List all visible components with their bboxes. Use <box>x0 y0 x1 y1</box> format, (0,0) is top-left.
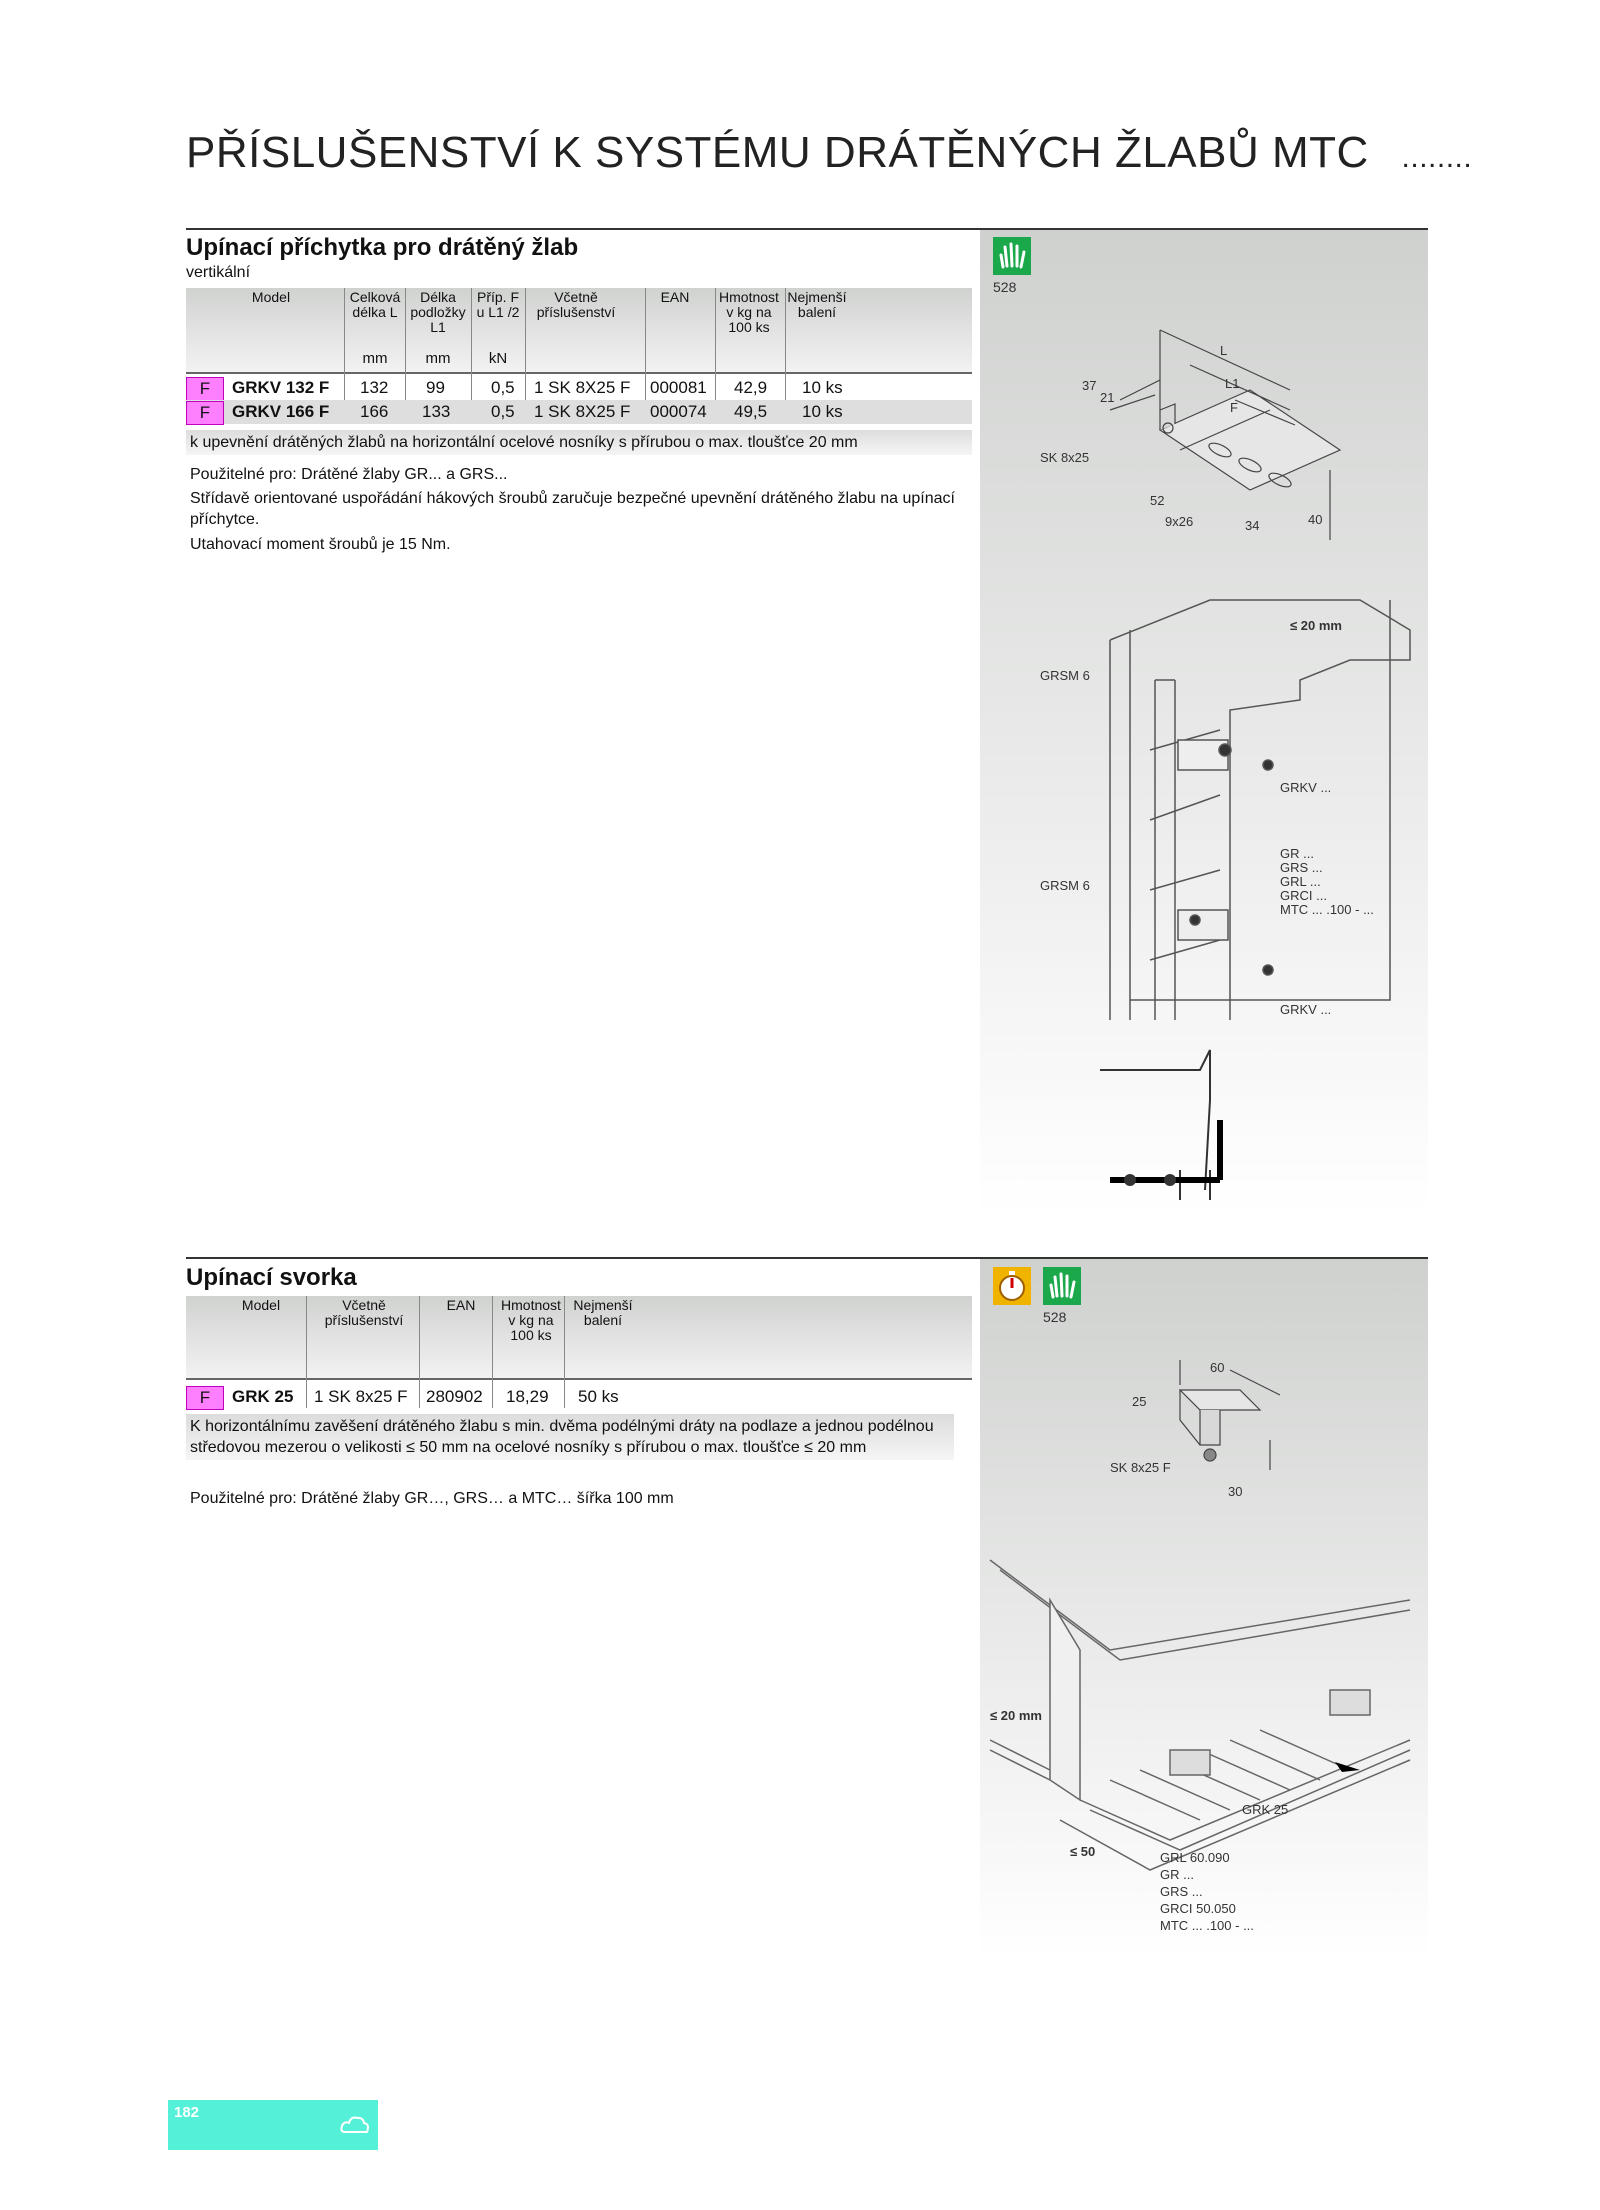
dim-37: 37 <box>1082 378 1097 393</box>
label-list-2: GRL ... <box>1280 874 1321 889</box>
stopwatch-icon <box>993 1267 1031 1305</box>
th-weight: Hmotnost v kg na 100 ks <box>719 289 779 335</box>
label-grsm-bottom: GRSM 6 <box>1040 878 1090 893</box>
th-model: Model <box>251 289 291 305</box>
title-dots: ........ <box>1401 141 1473 174</box>
grk-installation-drawing <box>990 1540 1410 1960</box>
th-pack: Nejmenší balení <box>573 1297 633 1328</box>
label-max-flange: ≤ 20 mm <box>1290 618 1342 633</box>
dim-9x26: 9x26 <box>1165 514 1194 529</box>
unit-pad-length: mm <box>425 350 451 367</box>
section1-usage: Použitelné pro: Drátěné žlaby GR... a GRS... <box>190 466 508 483</box>
cell-weight: 49,5 <box>734 402 768 421</box>
label-list-3: GRCI ... <box>1280 888 1327 903</box>
dim-25: 25 <box>1132 1394 1147 1409</box>
cell-accessories: 1 SK 8x25 F <box>314 1387 408 1406</box>
dim-21: 21 <box>1100 390 1115 405</box>
dim-F: F <box>1230 400 1238 415</box>
cloud-icon <box>340 2112 370 2136</box>
cell-ean: 000074 <box>650 402 707 421</box>
label-list-2: GRS ... <box>1160 1884 1203 1899</box>
table-row <box>186 1385 972 1409</box>
section2-note: K horizontálnímu zavěšení drátěného žlabu s min. dvěma podélnými dráty na podlaze a jednou podélnou středovou mezerou o velikosti ≤ 50 mm na ocelové nosníky s přírubou o max. tloušťce ≤ 20 mm <box>186 1414 954 1460</box>
cell-model: GRKV 166 F <box>232 402 330 421</box>
cell-pack: 10 ks <box>802 402 843 421</box>
th-ean: EAN <box>660 289 690 305</box>
cell-length: 132 <box>360 378 389 397</box>
label-max-flange: ≤ 20 mm <box>990 1708 1042 1723</box>
cell-pad-length: 99 <box>426 378 445 397</box>
section1-note: k upevnění drátěných žlabů na horizontální ocelové nosníky s přírubou o max. tloušťce 20 mm <box>186 430 972 455</box>
grkv-section-view <box>1100 1030 1280 1210</box>
grkv-installation-drawing <box>1040 580 1410 1020</box>
cell-model: GRKV 132 F <box>232 378 330 397</box>
cell-accessories: 1 SK 8X25 F <box>534 402 631 421</box>
th-load: Příp. F u L1 /2 <box>476 289 520 320</box>
label-sk: SK 8x25 F <box>1110 1460 1171 1475</box>
label-sk: SK 8x25 <box>1040 450 1090 465</box>
f-badge: F <box>186 1386 224 1410</box>
label-list-3: GRCI 50.050 <box>1160 1901 1236 1916</box>
cell-length: 166 <box>360 402 389 421</box>
th-length: Celková délka L <box>349 289 401 320</box>
cell-weight: 42,9 <box>734 378 768 397</box>
page-title: PŘÍSLUŠENSTVÍ K SYSTÉMU DRÁTĚNÝCH ŽLABŮ MTC ........ <box>186 128 1473 177</box>
th-ean: EAN <box>446 1297 476 1313</box>
label-grkv-bottom: GRKV ... <box>1280 1002 1332 1017</box>
cell-pad-length: 133 <box>422 402 451 421</box>
grkv-technical-drawing <box>1040 300 1370 570</box>
page-footer <box>168 2100 378 2150</box>
th-accessories: Včetně příslušenství <box>324 1297 404 1328</box>
grk-technical-drawing <box>1110 1350 1310 1520</box>
section2-usage: Použitelné pro: Drátěné žlaby GR…, GRS… a MTC… šířka 100 mm <box>190 1490 674 1507</box>
f-badge: F <box>186 401 224 425</box>
unit-length: mm <box>362 350 388 367</box>
section1-table-header <box>186 288 972 374</box>
section1-subtitle: vertikální <box>186 264 251 281</box>
label-list-4: MTC ... .100 - ... <box>1280 902 1374 917</box>
cell-ean: 000081 <box>650 378 707 397</box>
unit-load: kN <box>488 350 508 367</box>
dim-30: 30 <box>1228 1484 1243 1499</box>
cell-accessories: 1 SK 8X25 F <box>534 378 631 397</box>
dim-34: 34 <box>1245 518 1260 533</box>
cell-load: 0,5 <box>491 378 515 397</box>
th-accessories: Včetně příslušenství <box>536 289 616 320</box>
f-badge: F <box>186 377 224 401</box>
section1-title: Upínací příchytka pro drátěný žlab <box>186 234 579 261</box>
dim-L: L <box>1220 343 1228 358</box>
dim-40: 40 <box>1308 512 1323 527</box>
glove-icon <box>993 237 1031 275</box>
cell-load: 0,5 <box>491 402 515 421</box>
label-list-0: GR ... <box>1280 846 1314 861</box>
label-grsm-top: GRSM 6 <box>1040 668 1090 683</box>
section2-title: Upínací svorka <box>186 1264 357 1291</box>
dim-52: 52 <box>1150 493 1165 508</box>
section1-torque: Utahovací moment šroubů je 15 Nm. <box>190 536 451 553</box>
section2-table-header <box>186 1296 972 1380</box>
th-pad-length: Délka podložky L1 <box>410 289 466 335</box>
icon-code: 528 <box>993 279 1017 295</box>
label-grk: GRK 25 <box>1242 1802 1289 1817</box>
th-weight: Hmotnost v kg na 100 ks <box>501 1297 561 1343</box>
label-list-1: GRS ... <box>1280 860 1323 875</box>
th-pack: Nejmenší balení <box>787 289 847 320</box>
th-model: Model <box>241 1297 281 1313</box>
table-row <box>186 400 972 424</box>
cell-model: GRK 25 <box>232 1387 294 1406</box>
cell-pack: 10 ks <box>802 378 843 397</box>
dim-L1: L1 <box>1225 376 1240 391</box>
table-row <box>186 376 972 400</box>
label-list-0: GRL 60.090 <box>1160 1850 1230 1865</box>
cell-ean: 280902 <box>426 1387 483 1406</box>
cell-pack: 50 ks <box>578 1387 619 1406</box>
dim-60: 60 <box>1210 1360 1225 1375</box>
icon-code: 528 <box>1043 1309 1067 1325</box>
cell-weight: 18,29 <box>506 1387 549 1406</box>
section1-description: Střídavě orientované uspořádání hákových šroubů zaručuje bezpečné upevnění drátěného žlabu na upínací příchytce. <box>190 490 955 528</box>
label-grkv-top: GRKV ... <box>1280 780 1332 795</box>
glove-icon <box>1043 1267 1081 1305</box>
label-list-1: GR ... <box>1160 1867 1194 1882</box>
label-list-4: MTC ... .100 - ... <box>1160 1918 1254 1933</box>
page-number: 182 <box>174 2104 200 2121</box>
label-gap: ≤ 50 <box>1070 1844 1096 1859</box>
